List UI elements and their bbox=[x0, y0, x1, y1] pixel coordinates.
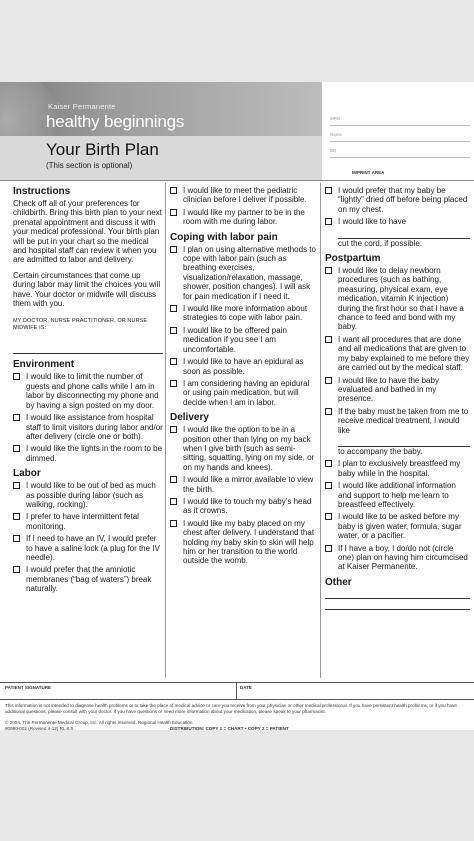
checkbox[interactable] bbox=[325, 377, 332, 384]
doctor-label: MY DOCTOR, NURSE PRACTITIONER, OR NURSE MIDWIFE IS: bbox=[13, 318, 148, 331]
postpartum-option[interactable]: I plan to exclusively breastfeed my baby while in the hospital. bbox=[325, 459, 470, 478]
delivery-option[interactable]: I would like to touch my baby’s head as it crowns. bbox=[170, 497, 316, 516]
checkbox[interactable] bbox=[325, 513, 332, 520]
checkbox[interactable] bbox=[170, 246, 177, 253]
imprint-area bbox=[322, 82, 474, 180]
checkbox[interactable] bbox=[13, 566, 20, 573]
column-divider bbox=[320, 183, 321, 678]
postpartum-option[interactable]: I would like to have the baby evaluated and bathed in my presence. bbox=[325, 376, 470, 404]
checkbox[interactable] bbox=[13, 445, 20, 452]
delivery-option[interactable]: I would like a mirror available to view the birth. bbox=[170, 475, 316, 494]
delivery-option[interactable]: I would like the option to be in a position other than lying on my back when I give birth (such as semi-sitting, squatting, lying on my side, or on my hands and knees). bbox=[170, 425, 316, 472]
companion-name-line[interactable] bbox=[338, 438, 470, 447]
distribution-note: DISTRIBUTION: COPY 1 = CHART • COPY 2 = PATIENT bbox=[170, 726, 289, 731]
birth-plan-form bbox=[0, 82, 474, 730]
delivery-option[interactable]: I would like my baby placed on my chest after delivery. I understand that holding my baby skin to skin will help him or her transition to the world outside the womb. bbox=[170, 519, 316, 566]
other-line[interactable] bbox=[325, 590, 470, 599]
disclaimer: This information is not intended to diagnose health problems or to take the place of medical advice or care you receive from your physician or other medical professional. If you have persistent health problems, or if you have additional questions, please consult with your doctor. If you have questions or need more information about your medication, please speak to your pharmacist. bbox=[5, 703, 457, 714]
checkbox[interactable] bbox=[170, 327, 177, 334]
instructions-text: Check off all of your preferences for childbirth. Bring this birth plan to your next prenatal appointment and discuss it with your medical professional. Your birth plan will be put in your chart so the medical and hospital staff can review it when you are admitted to labor and delivery. bbox=[13, 199, 162, 265]
environment-heading: Environment bbox=[13, 359, 75, 371]
labor-heading: Labor bbox=[13, 468, 41, 480]
checkbox[interactable] bbox=[170, 476, 177, 483]
coping-heading: Coping with labor pain bbox=[170, 231, 278, 243]
date-field[interactable]: DATE bbox=[240, 685, 252, 690]
checkbox[interactable] bbox=[170, 305, 177, 312]
pediatric-option[interactable]: I would like to meet the pediatric clinician before I deliver if possible. bbox=[170, 186, 316, 205]
labor-option[interactable]: If I need to have an IV, I would prefer to have a saline lock (a plug for the IV needle). bbox=[13, 534, 163, 562]
signature-divider bbox=[236, 683, 237, 700]
checkbox[interactable] bbox=[170, 358, 177, 365]
column-left bbox=[13, 186, 163, 597]
column-middle bbox=[170, 186, 316, 569]
postpartum-heading: Postpartum bbox=[325, 253, 381, 265]
postpartum-option[interactable]: I would like additional information and support to help me learn to breastfeed effectively. bbox=[325, 481, 470, 509]
cut-cord-text: cut the cord, if possible. bbox=[338, 238, 423, 248]
copyright: © 2004, The Permanente Medical Group, Inc. All rights reserved. Regional Health Education. bbox=[5, 720, 194, 725]
patient-signature-field[interactable]: PATIENT SIGNATURE bbox=[5, 685, 51, 690]
environment-option[interactable]: I would like to limit the number of guests and phone calls while I am in labor by disconnecting my phone and by having a sign posted on my door. bbox=[13, 372, 163, 410]
labor-option[interactable]: I prefer to have intermittent fetal monitoring. bbox=[13, 512, 163, 531]
postpartum-option[interactable]: I would like to be asked before my baby is given water, formula, sugar water, or a pacifier. bbox=[325, 512, 470, 540]
checkbox[interactable] bbox=[325, 482, 332, 489]
checkbox[interactable] bbox=[325, 336, 332, 343]
form-number: 90990-002 (Revised 4-12) RL 8.5 bbox=[5, 726, 74, 731]
page-subtitle: (This section is optional) bbox=[46, 161, 133, 170]
doctor-name-line[interactable] bbox=[13, 345, 163, 354]
other-heading: Other bbox=[325, 576, 352, 588]
checkbox[interactable] bbox=[325, 187, 332, 194]
signature-row bbox=[0, 682, 474, 700]
coping-option[interactable]: I would like to have an epidural as soon as possible. bbox=[170, 357, 316, 376]
imprint-area-label: IMPRINT AREA bbox=[352, 170, 385, 175]
checkbox[interactable] bbox=[170, 187, 177, 194]
checkbox[interactable] bbox=[170, 209, 177, 216]
checkbox[interactable] bbox=[325, 545, 332, 552]
coping-option[interactable]: I would like to be offered pain medication if you see I am uncomfortable. bbox=[170, 326, 316, 354]
accompany-text: to accompany the baby. bbox=[338, 446, 423, 456]
header-divider bbox=[0, 180, 474, 181]
page-title: Your Birth Plan bbox=[46, 140, 159, 159]
checkbox[interactable] bbox=[170, 520, 177, 527]
postpartum-option[interactable]: If I have a boy, I do/do not (circle one) plan on having him circumcised at Kaiser Permanente. bbox=[325, 544, 470, 572]
checkbox[interactable] bbox=[13, 373, 20, 380]
checkbox[interactable] bbox=[170, 380, 177, 387]
coping-option[interactable]: I plan on using alternative methods to cope with labor pain (such as breathing exercises, visualization/relaxation, massage, shower, position changes). I will ask for pain medication if I need it. bbox=[170, 245, 316, 301]
cut-cord-option[interactable]: I would like to have bbox=[325, 217, 470, 226]
postpartum-option[interactable]: I want all procedures that are done and all medications that are given to my baby explained to me before they are carried out by the medical staff. bbox=[325, 335, 470, 373]
labor-option[interactable]: I would prefer that the amniotic membranes (“bag of waters”) break naturally. bbox=[13, 565, 163, 593]
column-divider bbox=[165, 183, 166, 678]
environment-option[interactable]: I would like assistance from hospital staff to limit visitors during labor and/or after delivery (circle one or both). bbox=[13, 413, 163, 441]
other-line[interactable] bbox=[325, 601, 470, 610]
instructions-heading: Instructions bbox=[13, 186, 71, 197]
checkbox[interactable] bbox=[325, 408, 332, 415]
checkbox[interactable] bbox=[325, 460, 332, 467]
checkbox[interactable] bbox=[325, 267, 332, 274]
checkbox[interactable] bbox=[170, 426, 177, 433]
mrn-field[interactable]: MRN bbox=[330, 116, 470, 126]
cord-cutter-name-line[interactable] bbox=[338, 230, 470, 239]
delivery-heading: Delivery bbox=[170, 412, 209, 424]
checkbox[interactable] bbox=[170, 498, 177, 505]
form-header bbox=[0, 82, 474, 180]
environment-option[interactable]: I would like the lights in the room to be dimmed. bbox=[13, 444, 163, 463]
checkbox[interactable] bbox=[325, 218, 332, 225]
column-right bbox=[325, 186, 470, 612]
checkbox[interactable] bbox=[13, 414, 20, 421]
dried-off-option[interactable]: I would prefer that my baby be “lightly” dried off before being placed on my chest. bbox=[325, 186, 470, 214]
checkbox[interactable] bbox=[13, 513, 20, 520]
instructions-note: Certain circumstances that come up during labor may limit the choices you will have. Your doctor or midwife will discuss them with you. bbox=[13, 270, 161, 309]
postpartum-option[interactable]: I would like to delay newborn procedures (such as bathing, measuring, physical exam, eye medication, vitamin K injection) during the first hour so that I have a chance to feed and bond with my baby. bbox=[325, 266, 470, 332]
checkbox[interactable] bbox=[13, 535, 20, 542]
program-logo: healthy beginnings bbox=[46, 112, 185, 131]
postpartum-option[interactable]: If the baby must be taken from me to receive medical treatment, I would like bbox=[325, 407, 470, 435]
coping-option[interactable]: I would like more information about strategies to cope with labor pain. bbox=[170, 304, 316, 323]
brand-name: Kaiser Permanente bbox=[48, 102, 116, 111]
partner-option[interactable]: I would like my partner to be in the room with me during labor. bbox=[170, 208, 316, 227]
birthdate-field[interactable]: BD bbox=[330, 148, 470, 158]
labor-option[interactable]: I would like to be out of bed as much as possible during labor (such as walking, rocking). bbox=[13, 481, 163, 509]
name-field[interactable]: Name bbox=[330, 132, 470, 142]
checkbox[interactable] bbox=[13, 482, 20, 489]
coping-option[interactable]: I am considering having an epidural or using pain medication, but will decide when I am in labor. bbox=[170, 379, 316, 407]
